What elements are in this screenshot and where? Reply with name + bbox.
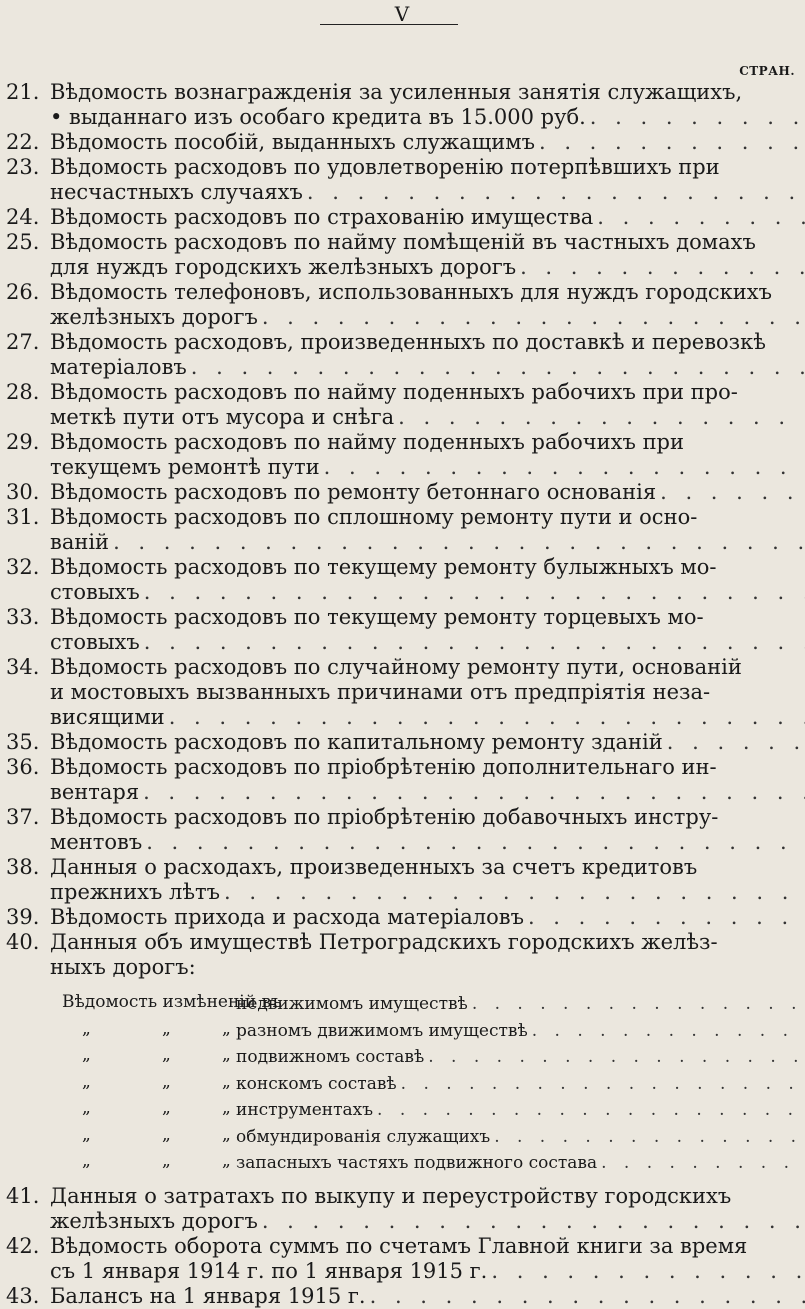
toc-entry — [6, 280, 800, 330]
sub-entry-text: запасныхъ частяхъ подвижного состава — [236, 1153, 598, 1173]
toc-entry — [6, 505, 800, 555]
entry-title: висящими — [50, 705, 165, 729]
sub-entry-lead — [6, 1149, 236, 1176]
sub-entry-text: обмундированія служащихъ — [236, 1126, 491, 1147]
sub-entry-text: разномъ движимомъ имуществѣ — [236, 1020, 528, 1041]
entry-body — [50, 380, 805, 430]
toc-entry — [6, 330, 800, 380]
entry-body — [50, 480, 805, 505]
toc-entry — [6, 480, 800, 505]
dot-leader — [258, 1209, 805, 1234]
entry-last-line — [50, 780, 805, 805]
toc-entry — [6, 855, 800, 905]
sub-entry-line — [236, 1043, 805, 1070]
dot-leader — [656, 480, 805, 505]
entry-last-line — [50, 705, 805, 730]
toc-entry — [6, 805, 800, 855]
entry-body — [50, 805, 805, 855]
entry-number: 28. — [6, 380, 40, 404]
entry-body — [50, 1284, 805, 1309]
sub-entries-list — [6, 990, 800, 1176]
entry-line: Данныя о расходахъ, произведенныхъ за счетъ кредитовъ — [50, 855, 698, 879]
dot-leader — [320, 455, 805, 480]
ditto-mark: „ — [222, 1124, 231, 1145]
toc-entries-21-39 — [6, 80, 800, 930]
entry-number: 39. — [6, 905, 40, 929]
dot-leader — [397, 1072, 805, 1097]
entry-number: 23. — [6, 155, 40, 179]
entry-title: Вѣдомость расходовъ по страхованію имущества — [50, 205, 594, 229]
ditto-mark: „ — [162, 1151, 171, 1171]
entry-body — [50, 205, 805, 230]
entry-number: 37. — [6, 805, 40, 829]
ditto-mark: „ — [82, 1045, 91, 1065]
ditto-mark: „ — [82, 1098, 91, 1118]
sub-entry-text: подвижномъ составѣ — [236, 1047, 425, 1067]
ditto-mark: „ — [222, 1018, 231, 1039]
entry-last-line — [50, 580, 805, 605]
page-number: V — [394, 2, 411, 26]
entry-body — [50, 505, 805, 555]
sub-entry-lead — [6, 1070, 236, 1097]
sub-entry — [6, 1149, 800, 1176]
ditto-mark: „ — [222, 1098, 231, 1118]
dot-leader — [593, 205, 805, 230]
toc-entry — [6, 605, 800, 655]
entry-last-line — [50, 830, 805, 855]
entry-last-line — [50, 355, 805, 380]
dot-leader — [109, 530, 805, 555]
dot-leader — [139, 780, 805, 805]
sub-entry — [6, 1096, 800, 1123]
entry-last-line — [50, 180, 805, 205]
sub-entry-text: недвижимомъ имуществѣ — [236, 994, 468, 1014]
entry-last-line — [50, 880, 805, 905]
dot-leader — [597, 1151, 805, 1176]
dot-leader — [535, 130, 805, 155]
dot-leader — [220, 880, 805, 905]
ditto-mark: „ — [82, 1124, 91, 1145]
entry-title: желѣзныхъ дорогъ — [50, 1208, 258, 1233]
entry-body — [50, 280, 805, 330]
entry-line: ныхъ дорогъ: — [50, 955, 196, 979]
ditto-mark: „ — [82, 1018, 91, 1039]
entry-title: несчастныхъ случаяхъ — [50, 180, 303, 204]
entry-title: стовыхъ — [50, 630, 140, 654]
entry-title: желѣзныхъ дорогъ — [50, 305, 258, 329]
toc-entry — [6, 755, 800, 805]
toc-entry — [6, 905, 800, 930]
entry-body — [50, 155, 805, 205]
toc-entry — [6, 1284, 800, 1309]
dot-leader — [490, 1125, 805, 1150]
sub-entry-text: конскомъ составѣ — [236, 1073, 397, 1094]
entry-body — [50, 1184, 805, 1234]
dot-leader — [258, 305, 805, 330]
toc-entry — [6, 80, 800, 130]
entry-number: 31. — [6, 505, 40, 529]
toc-entry — [6, 380, 800, 430]
entry-title: стовыхъ — [50, 580, 140, 604]
sub-entry-line — [236, 1123, 805, 1150]
sub-entry-line — [236, 990, 805, 1017]
dot-leader — [524, 905, 805, 930]
entry-line: Данныя о затратахъ по выкупу и переустройству городскихъ — [50, 1183, 732, 1208]
entry-line: Вѣдомость расходовъ по пріобрѣтенію дополнительнаго ин- — [50, 755, 717, 779]
entry-title: Вѣдомость расходовъ по ремонту бетоннаго основанія — [50, 480, 657, 504]
entry-last-line — [50, 1259, 805, 1284]
sub-entry — [6, 1043, 800, 1070]
entry-number: 24. — [6, 205, 40, 229]
entry-title: вентаря — [50, 780, 140, 804]
dot-leader — [366, 1284, 805, 1309]
sub-entry — [6, 1017, 800, 1044]
entry-line: Вѣдомость телефоновъ, использованныхъ для нуждъ городскихъ — [50, 280, 772, 304]
entry-title: • выданнаго изъ особаго кредита въ 15.000 руб. — [50, 105, 586, 129]
entry-number: 21. — [6, 80, 40, 104]
dot-leader — [140, 580, 805, 605]
dot-leader — [586, 105, 805, 130]
dot-leader — [528, 1019, 805, 1044]
dot-leader — [165, 705, 805, 730]
entry-body — [50, 330, 805, 380]
sub-entry-lead — [6, 1017, 236, 1044]
ditto-mark: „ — [222, 1151, 231, 1171]
sub-entry-line — [236, 1017, 805, 1044]
entry-number: 30. — [6, 480, 40, 504]
entry-last-line — [50, 205, 805, 230]
entry-body — [50, 130, 805, 155]
entry-body — [50, 80, 805, 130]
entry-body — [50, 905, 805, 930]
ditto-mark: „ — [162, 1071, 171, 1092]
entry-title: меткѣ пути отъ мусора и снѣга — [50, 405, 395, 429]
entry-body — [50, 730, 805, 755]
entry-last-line — [50, 1209, 805, 1234]
entry-title: Вѣдомость прихода и расхода матеріаловъ — [50, 905, 524, 929]
entry-line: Данныя объ имуществѣ Петроградскихъ городскихъ желѣз- — [50, 930, 718, 954]
ditto-mark: „ — [162, 1124, 171, 1145]
entry-last-line — [50, 480, 805, 505]
entry-title: прежнихъ лѣтъ — [50, 880, 221, 904]
toc-entry — [6, 1184, 800, 1234]
entry-last-line — [50, 905, 805, 930]
entry-last-line — [50, 405, 805, 430]
sub-entry-line — [236, 1096, 805, 1123]
ditto-mark: „ — [82, 1151, 91, 1171]
sub-entry-lead — [6, 1043, 236, 1070]
entry-title: Вѣдомость расходовъ по капитальному ремонту зданій — [50, 730, 663, 754]
entry-line: и мостовыхъ вызванныхъ причинами отъ предпріятія неза- — [50, 680, 711, 704]
entry-line: Вѣдомость расходовъ по текущему ремонту торцевыхъ мо- — [50, 605, 704, 629]
dot-leader — [142, 830, 805, 855]
entry-line: Вѣдомость расходовъ по текущему ремонту булыжныхъ мо- — [50, 555, 717, 579]
entry-number: 32. — [6, 555, 40, 579]
entry-line: Вѣдомость расходовъ по случайному ремонту пути, основаній — [50, 655, 742, 679]
entry-title: съ 1 января 1914 г. по 1 января 1915 г. — [50, 1258, 488, 1283]
dot-leader — [140, 630, 805, 655]
sub-entry — [6, 1123, 800, 1150]
entry-number: 22. — [6, 130, 40, 154]
entry-number: 25. — [6, 230, 40, 254]
toc-entry — [6, 430, 800, 480]
entry-title: ментовъ — [50, 830, 143, 854]
toc-entry — [6, 730, 800, 755]
entry-number: 41. — [6, 1183, 40, 1208]
sub-entry-line — [236, 1070, 805, 1097]
entry-last-line — [50, 130, 805, 155]
dot-leader — [468, 992, 805, 1017]
page-column-label: СТРАН. — [739, 64, 795, 78]
entry-body — [50, 605, 805, 655]
entry-number: 29. — [6, 430, 40, 454]
sub-entry-lead — [6, 1123, 236, 1150]
dot-leader — [424, 1045, 805, 1070]
ditto-mark: „ — [162, 1018, 171, 1039]
entry-line: Вѣдомость расходовъ по найму помѣщеній въ частныхъ домахъ — [50, 230, 756, 254]
entry-last-line — [50, 305, 805, 330]
ditto-mark: „ — [162, 1098, 171, 1118]
entry-line: Вѣдомость расходовъ по сплошному ремонту пути и осно- — [50, 505, 698, 529]
entry-number: 36. — [6, 755, 40, 779]
sub-entry — [6, 1070, 800, 1097]
dot-leader — [516, 255, 805, 280]
entry-body — [50, 430, 805, 480]
entry-title: текущемъ ремонтѣ пути — [50, 455, 320, 479]
entry-title: матеріаловъ — [50, 355, 187, 379]
sub-entry-lead — [6, 990, 282, 1017]
entry-number: 38. — [6, 855, 40, 879]
entry-body — [50, 655, 805, 730]
entry-body — [50, 755, 805, 805]
entry-line: Вѣдомость расходовъ, произведенныхъ по доставкѣ и перевозкѣ — [50, 330, 766, 354]
entry-number: 42. — [6, 1233, 40, 1258]
entry-line: Вѣдомость вознагражденія за усиленныя занятія служащихъ, — [50, 80, 743, 104]
dot-leader — [487, 1259, 805, 1284]
dot-leader — [187, 355, 805, 380]
entry-title: Балансъ на 1 января 1915 г. — [50, 1283, 366, 1308]
entry-body — [50, 855, 805, 905]
toc-entries-41-43 — [6, 1184, 800, 1309]
entry-last-line — [50, 730, 805, 755]
toc-entry — [6, 555, 800, 605]
entry-last-line — [50, 530, 805, 555]
sub-entry — [6, 990, 800, 1017]
dot-leader — [663, 730, 805, 755]
entry-body — [50, 555, 805, 605]
toc-entry — [6, 1234, 800, 1284]
entry-number: 27. — [6, 330, 40, 354]
sub-entry-text: инструментахъ — [236, 1100, 374, 1120]
entry-number: 26. — [6, 280, 40, 304]
entry-line: Вѣдомость расходовъ по найму поденныхъ рабочихъ при — [50, 430, 684, 454]
entry-last-line — [50, 1284, 805, 1309]
toc-entry — [6, 155, 800, 205]
table-of-contents — [6, 80, 800, 1309]
ditto-mark: „ — [222, 1045, 231, 1065]
entry-line: Вѣдомость расходовъ по пріобрѣтенію добавочныхъ инстру- — [50, 805, 719, 829]
entry-line: Вѣдомость оборота суммъ по счетамъ Главной книги за время — [50, 1233, 748, 1258]
dot-leader — [394, 405, 805, 430]
toc-entry — [6, 205, 800, 230]
header-rule — [320, 24, 458, 25]
ditto-mark: „ — [222, 1071, 231, 1092]
entry-body — [50, 1234, 805, 1284]
entry-number: 40. — [6, 930, 40, 954]
entry-line: Вѣдомость расходовъ по удовлетворенію потерпѣвшихъ при — [50, 155, 720, 179]
dot-leader — [373, 1098, 805, 1123]
entry-last-line — [50, 255, 805, 280]
entry-body — [50, 230, 805, 280]
entry-title: Вѣдомость пособій, выданныхъ служащимъ — [50, 130, 535, 154]
toc-entry — [6, 130, 800, 155]
entry-last-line — [50, 455, 805, 480]
sub-entry-lead-text: Вѣдомость измѣненій въ — [62, 992, 282, 1012]
entry-number: 43. — [6, 1283, 40, 1308]
ditto-mark: „ — [82, 1071, 91, 1092]
toc-entry — [6, 230, 800, 280]
entry-title: ваній — [50, 530, 110, 554]
entry-number: 35. — [6, 730, 40, 754]
ditto-mark: „ — [162, 1045, 171, 1065]
entry-last-line — [50, 630, 805, 655]
toc-entry — [6, 655, 800, 730]
sub-entry-line — [236, 1149, 805, 1176]
entry-number: 33. — [6, 605, 40, 629]
entry-line: Вѣдомость расходовъ по найму поденныхъ рабочихъ при про- — [50, 380, 738, 404]
entry-number: 34. — [6, 655, 40, 679]
toc-entry-40 — [6, 930, 800, 980]
entry-last-line — [50, 105, 805, 130]
dot-leader — [303, 180, 805, 205]
entry-title: для нуждъ городскихъ желѣзныхъ дорогъ — [50, 255, 517, 279]
sub-entry-lead — [6, 1096, 236, 1123]
